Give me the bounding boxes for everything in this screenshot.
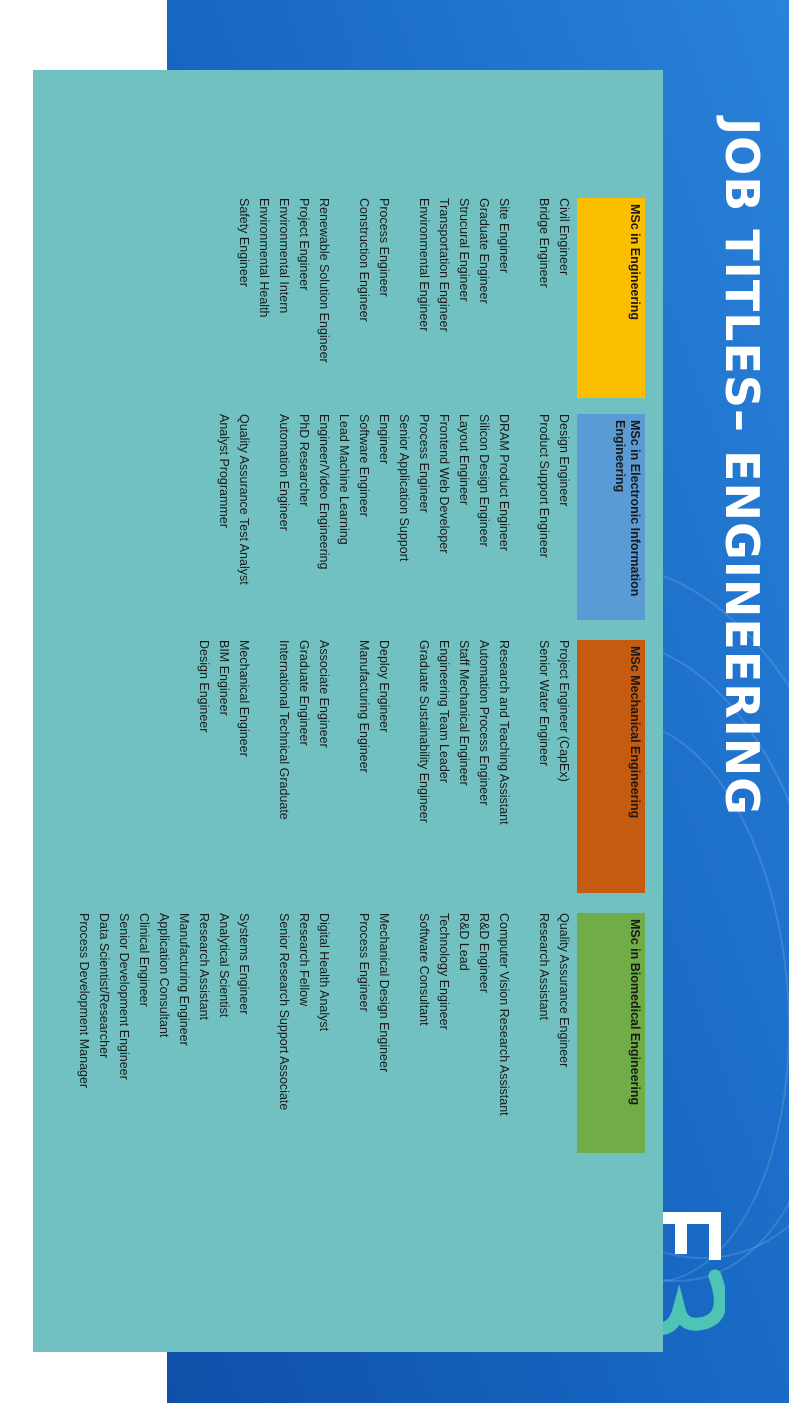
job-title: Computer Vision Research Assistant [497, 913, 511, 1116]
job-title: Design Engineer [197, 640, 211, 733]
job-title: Strucural Engineer [457, 198, 471, 302]
list-spacer [254, 640, 274, 893]
job-title: Clinical Engineer [137, 913, 151, 1007]
column-header: MSc in Electronic Information Engineering [577, 414, 645, 620]
job-title: Analyst Programmer [217, 414, 231, 528]
job-title: Construction Engineer [357, 198, 371, 322]
list-spacer [514, 640, 534, 893]
column-header: MSc in Engineering [577, 198, 645, 398]
job-title: Automation Engineer [277, 414, 291, 531]
job-list [194, 640, 574, 893]
list-spacer [334, 913, 354, 1153]
job-title: DRAM Product Engineer [497, 414, 511, 551]
job-title: Quality Assurance Engineer [557, 913, 571, 1068]
list-spacer [254, 414, 274, 620]
column-biomedical [74, 913, 645, 1153]
column-mechanical [194, 640, 645, 893]
job-title: Process Engineer [357, 913, 371, 1012]
job-title: Civil Engineer [557, 198, 571, 276]
job-title: Senior Development Engineer [117, 913, 131, 1080]
job-title: BIM Engineer [217, 640, 231, 716]
job-title: Software Consultant [417, 913, 431, 1026]
column-engineering [234, 198, 645, 398]
list-spacer [394, 198, 414, 398]
job-title: Automation Process Engineer [477, 640, 491, 806]
job-title: Frontend Web Developer [437, 414, 451, 554]
job-title: Analytical Scientist [217, 913, 231, 1018]
list-spacer [394, 640, 414, 893]
job-title: Bridge Engineer [537, 198, 551, 288]
job-title: Environmental Engineer [417, 198, 431, 332]
job-list [74, 913, 574, 1153]
job-title: Manufacturing Engineer [177, 913, 191, 1046]
job-title: Mechanical Design Engineer [377, 913, 391, 1073]
job-title: PhD Researcher [297, 414, 311, 507]
job-title: Research Fellow [297, 913, 311, 1007]
job-title: Software Engineer [357, 414, 371, 517]
job-title: Design Engineer [557, 414, 571, 507]
job-title: Research Assistant [537, 913, 551, 1020]
job-title: Graduate Engineer [477, 198, 491, 304]
job-title: Graduate Engineer [297, 640, 311, 746]
job-title: Research and Teaching Assistant [497, 640, 511, 825]
job-title: Systems Engineer [237, 913, 251, 1015]
job-title: Environmental Health Safety Engineer [237, 198, 271, 318]
list-spacer [514, 198, 534, 398]
job-title: Process Engineer [377, 198, 391, 297]
column-electronic-information [214, 414, 645, 620]
list-spacer [334, 640, 354, 893]
job-title: Process Engineer [417, 414, 431, 513]
job-title: Manufacturing Engineer [357, 640, 371, 773]
list-spacer [514, 414, 534, 620]
job-title: R&D Engineer [477, 913, 491, 993]
list-spacer [514, 913, 534, 1153]
job-title: Process Development Manager [77, 913, 91, 1089]
job-title: Digital Health Analyst [317, 913, 331, 1032]
job-title: Transportation Engineer [437, 198, 451, 332]
job-title: R&D Lead [457, 913, 471, 971]
job-title: International Technical Graduate [277, 640, 291, 820]
job-title: Research Assistant [197, 913, 211, 1020]
list-spacer [334, 198, 354, 398]
job-list [214, 414, 574, 620]
job-title: Environmental Intern [277, 198, 291, 314]
job-title: Quality Assurance Test Analyst [237, 414, 251, 585]
job-title: Lead Machine Learning Engineer/Video Engineering [317, 414, 351, 570]
job-title: Graduate Sustainability Engineer [417, 640, 431, 823]
page-title: JOB TITLES– ENGINEERING [715, 118, 769, 816]
job-title: Project Engineer (CapEx) [557, 640, 571, 782]
job-title: Renewable Solution Engineer [317, 198, 331, 363]
job-title: Silicon Design Engineer [477, 414, 491, 547]
column-header: MSc Mechanical Engineering [577, 640, 645, 893]
job-title: Site Engineer [497, 198, 511, 274]
job-title: Senior Application Support Engineer [377, 414, 411, 562]
job-title: Mechanical Engineer [237, 640, 251, 757]
job-title: Data Scientist/Researcher [97, 913, 111, 1059]
job-title: Product Support Engineer [537, 414, 551, 558]
job-list [234, 198, 574, 398]
job-title: Deploy Engineer [377, 640, 391, 733]
job-title: Staff Mechanical Engineer [457, 640, 471, 786]
job-title: Senior Research Support Associate [277, 913, 291, 1111]
job-title: Senior Water Engineer [537, 640, 551, 766]
job-title: Engineering Team Leader [437, 640, 451, 783]
list-spacer [394, 913, 414, 1153]
job-title: Layout Engineer [457, 414, 471, 506]
column-header: MSc in Biomedical Engineering [577, 913, 645, 1153]
job-title: Application Consultant [157, 913, 171, 1038]
job-title: Associate Engineer [317, 640, 331, 748]
job-title: Technology Engineer [437, 913, 451, 1030]
list-spacer [254, 913, 274, 1153]
job-title: Project Engineer [297, 198, 311, 291]
